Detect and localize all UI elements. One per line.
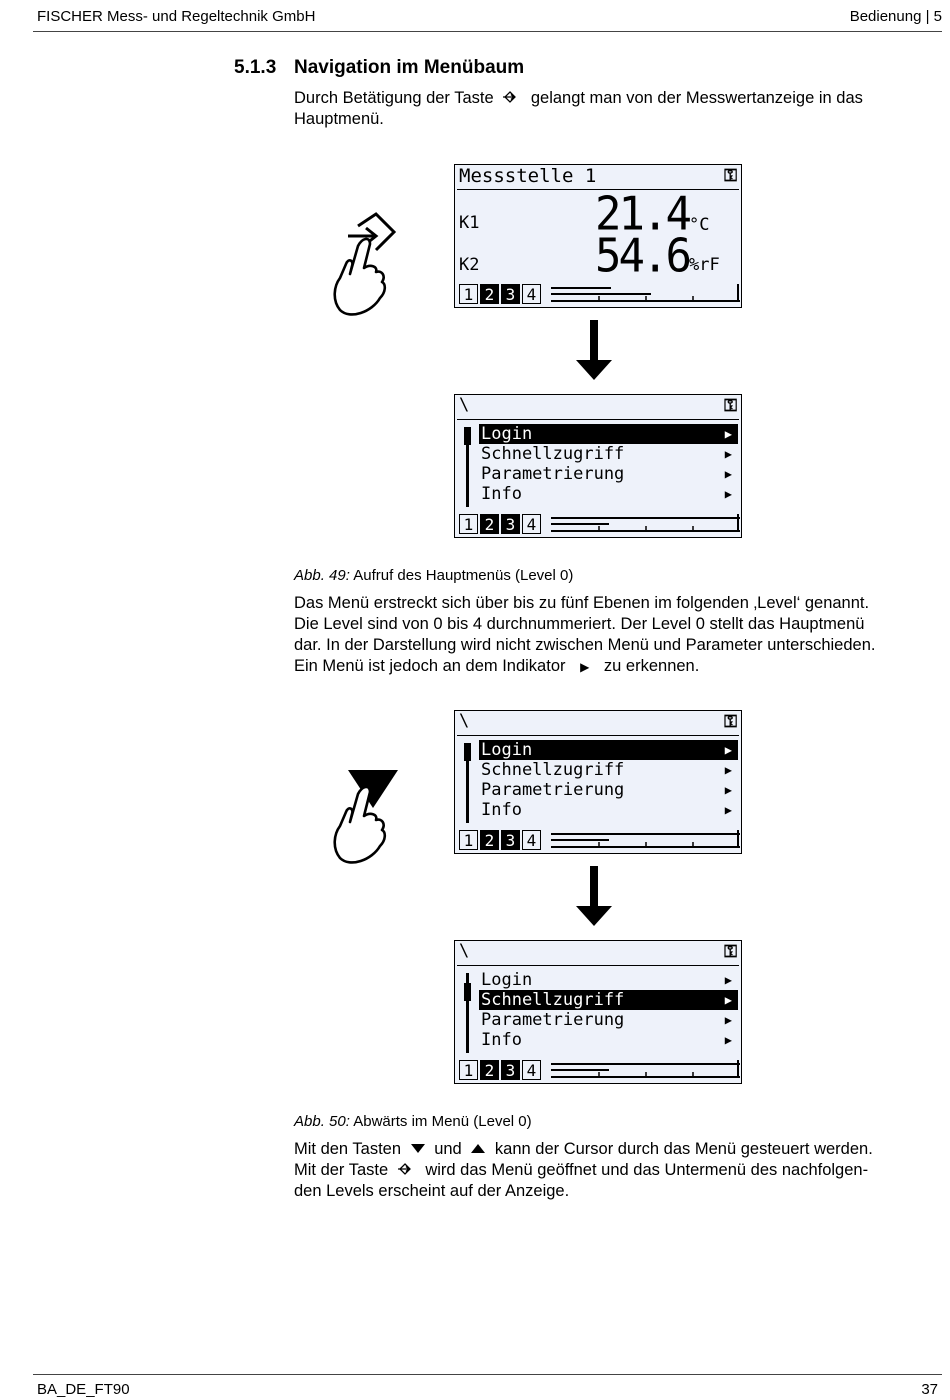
submenu-indicator-icon: ▶ bbox=[724, 1013, 732, 1027]
arrow-down-1 bbox=[576, 320, 612, 380]
softkey-4: 4 bbox=[522, 514, 541, 534]
line: Die Level sind von 0 bis 4 durchnummeriert. Der Level 0 stellt das Hauptmenü bbox=[294, 615, 865, 633]
intro-text-2: gelangt man von der Messwertanzeige in das Hauptmenü. bbox=[294, 89, 863, 128]
channel-label-k2: K2 bbox=[459, 255, 480, 275]
caption-number: Abb. 50: bbox=[294, 1113, 350, 1130]
header-chapter: Bedienung | 5 bbox=[849, 8, 942, 25]
submenu-indicator-icon: ▶ bbox=[724, 743, 732, 757]
submenu-indicator-icon: ▶ bbox=[724, 973, 732, 987]
softkey-4: 4 bbox=[522, 830, 541, 850]
unit-k1: °C bbox=[689, 215, 710, 235]
down-key-icon bbox=[410, 1142, 426, 1154]
intro-text-1: Durch Betätigung der Taste bbox=[294, 89, 494, 107]
hand-press-enter-icon bbox=[328, 208, 398, 320]
softkey-2: 2 bbox=[480, 514, 499, 534]
up-key-icon bbox=[470, 1142, 486, 1154]
softkey-2: 2 bbox=[480, 830, 499, 850]
menu-item-parametrierung: Parametrierung ▶ bbox=[481, 464, 732, 484]
figure-caption-50 bbox=[294, 1113, 532, 1130]
line-part: kann der Cursor durch das Menü gesteuert werden. bbox=[494, 1140, 873, 1158]
submenu-indicator-icon: ▶ bbox=[724, 487, 732, 501]
line bbox=[294, 656, 944, 678]
submenu-indicator-icon: ▶ bbox=[580, 660, 590, 674]
footer-rule bbox=[33, 1374, 942, 1375]
menu-item-login: Login ▶ bbox=[479, 424, 738, 444]
line-part: zu erkennen. bbox=[603, 657, 700, 675]
line-part: und bbox=[434, 1140, 462, 1158]
key-lock-icon: ⚿ bbox=[724, 712, 737, 732]
menu-item-schnellzugriff: Schnellzugriff ▶ bbox=[479, 990, 738, 1010]
figure-caption-49 bbox=[294, 567, 573, 584]
bar-indicator bbox=[551, 514, 740, 534]
softkey-1: 1 bbox=[459, 830, 478, 850]
submenu-indicator-icon: ▶ bbox=[724, 803, 732, 817]
line: dar. In der Darstellung wird nicht zwischen Menü und Parameter unterschieden. bbox=[294, 636, 876, 654]
line-part: Ein Menü ist jedoch an dem Indikator bbox=[294, 657, 566, 675]
hand-press-down-icon bbox=[328, 768, 400, 868]
value-k2: 54.6 bbox=[595, 229, 689, 284]
softkey-3: 3 bbox=[501, 514, 520, 534]
level-paragraph bbox=[294, 593, 944, 678]
display-divider bbox=[457, 735, 739, 736]
display-title: Messstelle 1 bbox=[459, 165, 597, 187]
menu-item-login: Login ▶ bbox=[481, 970, 732, 990]
line bbox=[294, 1160, 944, 1181]
softkey-4: 4 bbox=[522, 284, 541, 304]
menu-item-info: Info ▶ bbox=[481, 800, 732, 820]
lcd-menu-display-1 bbox=[454, 394, 742, 538]
caption-number: Abb. 49: bbox=[294, 567, 350, 584]
line-part: wird das Menü geöffnet und das Untermenü des nachfolgen- bbox=[425, 1161, 869, 1179]
key-lock-icon: ⚿ bbox=[724, 166, 737, 186]
section-title: Navigation im Menübaum bbox=[294, 57, 525, 78]
key-lock-icon: ⚿ bbox=[724, 396, 737, 416]
line-part: Mit den Tasten bbox=[294, 1140, 402, 1158]
softkey-4: 4 bbox=[522, 1060, 541, 1080]
cursor-paragraph bbox=[294, 1139, 944, 1202]
bar-indicator bbox=[551, 830, 740, 850]
submenu-indicator-icon: ▶ bbox=[724, 763, 732, 777]
scrollbar-knob bbox=[464, 983, 471, 1001]
header-company: FISCHER Mess- und Regeltechnik GmbH bbox=[37, 8, 316, 25]
softkey-3: 3 bbox=[501, 830, 520, 850]
unit-k2: %rF bbox=[689, 255, 720, 275]
back-icon: \ bbox=[459, 711, 470, 731]
menu-item-parametrierung: Parametrierung ▶ bbox=[481, 1010, 732, 1030]
intro-paragraph bbox=[294, 88, 944, 130]
enter-key-icon bbox=[397, 1162, 417, 1176]
submenu-indicator-icon: ▶ bbox=[724, 427, 732, 441]
softkey-indicators bbox=[459, 514, 543, 534]
footer-page-number: 37 bbox=[921, 1381, 938, 1398]
footer-doc-id: BA_DE_FT90 bbox=[37, 1381, 130, 1398]
menu-item-schnellzugriff: Schnellzugriff ▶ bbox=[481, 760, 732, 780]
softkey-indicators bbox=[459, 284, 543, 304]
enter-key-icon bbox=[502, 90, 522, 104]
lcd-menu-display-3 bbox=[454, 940, 742, 1084]
arrow-down-2 bbox=[576, 866, 612, 926]
menu-item-schnellzugriff: Schnellzugriff ▶ bbox=[481, 444, 732, 464]
submenu-indicator-icon: ▶ bbox=[724, 783, 732, 797]
scrollbar-knob bbox=[464, 743, 471, 761]
key-lock-icon: ⚿ bbox=[724, 942, 737, 962]
submenu-indicator-icon: ▶ bbox=[724, 1033, 732, 1047]
caption-text: Aufruf des Hauptmenüs (Level 0) bbox=[353, 567, 574, 584]
channel-label-k1: K1 bbox=[459, 213, 480, 233]
caption-text: Abwärts im Menü (Level 0) bbox=[353, 1113, 532, 1130]
header-rule bbox=[33, 31, 942, 32]
softkey-indicators bbox=[459, 830, 543, 850]
lcd-measurement-display bbox=[454, 164, 742, 308]
line-part: Mit der Taste bbox=[294, 1161, 389, 1179]
line: Das Menü erstreckt sich über bis zu fünf Ebenen im folgenden ‚Level‘ genannt. bbox=[294, 594, 870, 612]
scrollbar-knob bbox=[464, 427, 471, 445]
softkey-2: 2 bbox=[480, 284, 499, 304]
softkey-1: 1 bbox=[459, 514, 478, 534]
menu-item-login: Login ▶ bbox=[479, 740, 738, 760]
softkey-1: 1 bbox=[459, 284, 478, 304]
submenu-indicator-icon: ▶ bbox=[724, 447, 732, 461]
display-divider bbox=[457, 419, 739, 420]
menu-item-info: Info ▶ bbox=[481, 1030, 732, 1050]
back-icon: \ bbox=[459, 395, 470, 415]
submenu-indicator-icon: ▶ bbox=[724, 993, 732, 1007]
bar-indicator bbox=[551, 284, 740, 304]
section-number: 5.1.3 bbox=[234, 57, 277, 78]
value-k1: 21.4 bbox=[595, 187, 689, 242]
line bbox=[294, 1139, 944, 1160]
back-icon: \ bbox=[459, 941, 470, 961]
lcd-menu-display-2 bbox=[454, 710, 742, 854]
bar-indicator bbox=[551, 1060, 740, 1080]
line: den Levels erscheint auf der Anzeige. bbox=[294, 1182, 570, 1200]
menu-item-parametrierung: Parametrierung ▶ bbox=[481, 780, 732, 800]
softkey-indicators bbox=[459, 1060, 543, 1080]
softkey-2: 2 bbox=[480, 1060, 499, 1080]
submenu-indicator-icon: ▶ bbox=[724, 467, 732, 481]
display-divider bbox=[457, 965, 739, 966]
softkey-3: 3 bbox=[501, 284, 520, 304]
softkey-1: 1 bbox=[459, 1060, 478, 1080]
softkey-3: 3 bbox=[501, 1060, 520, 1080]
menu-item-info: Info ▶ bbox=[481, 484, 732, 504]
